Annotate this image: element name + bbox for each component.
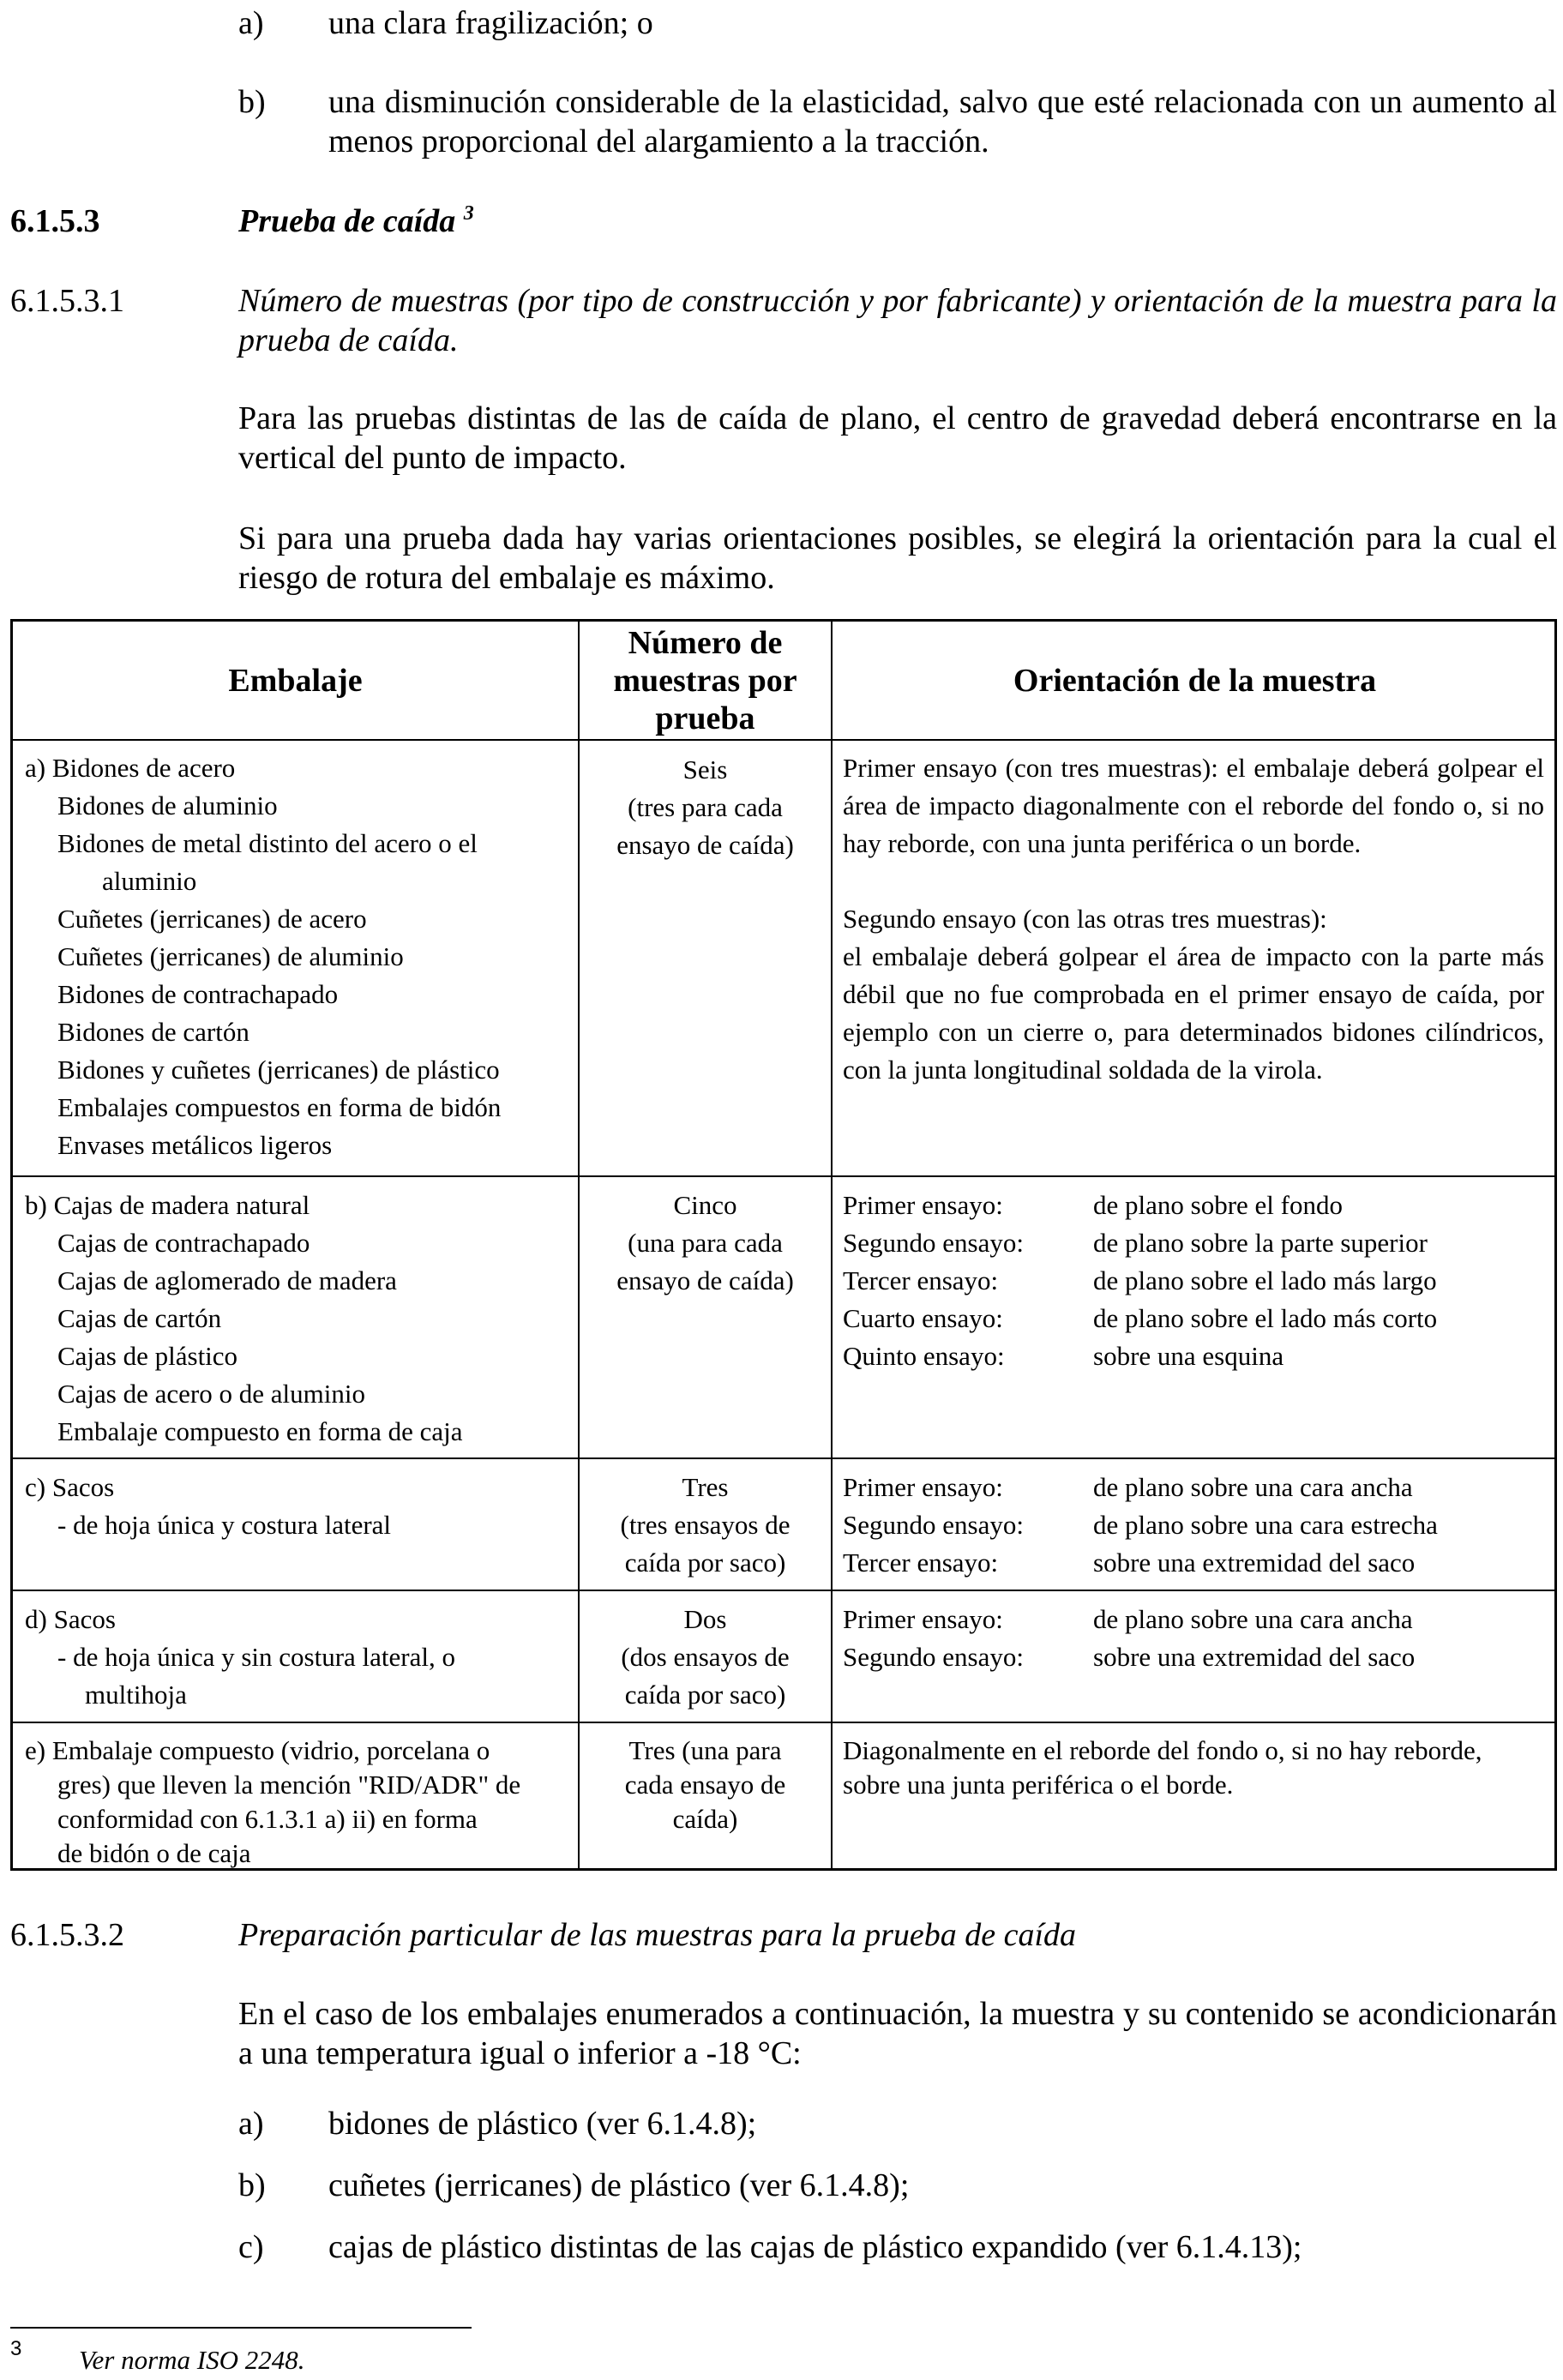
orientation-pair (843, 1262, 1544, 1300)
table-header-samples: Número de muestras por prueba (613, 624, 797, 736)
test-orientation: sobre una extremidad del saco (1093, 1548, 1416, 1578)
orientation-text: el embalaje deberá golpear el área de impacto con la parte más débil que no fue comprobada en el primer ensayo de caída, por ejemplo con un cierre o, para determinados bidones cilíndricos, con la junta longitudinal soldada de la virola. (843, 941, 1544, 1085)
samples-line: Seis (682, 754, 728, 784)
paragraph: Para las pruebas distintas de las de caída de plano, el centro de gravedad deberá encontrarse en la vertical del punto de impacto. (238, 400, 1557, 476)
packaging-line: Cuñetes (jerricanes) de aluminio (57, 941, 404, 971)
orientation-pair (843, 1506, 1544, 1544)
packaging-line: conformidad con 6.1.3.1 a) ii) en forma (57, 1804, 478, 1834)
test-label: Primer ensayo: (843, 1472, 1003, 1502)
samples-line: (una para cada (628, 1228, 783, 1258)
table-divider (13, 1457, 1554, 1459)
packaging-line: de bidón o de caja (57, 1838, 251, 1868)
packaging-line: b) Cajas de madera natural (25, 1190, 310, 1220)
packaging-line: - de hoja única y costura lateral (57, 1510, 392, 1540)
table-divider (13, 1175, 1554, 1177)
paragraph: En el caso de los embalajes enumerados a continuación, la muestra y su contenido se acondicionarán a una temperatura igual o inferior a -18 °C: (238, 1996, 1557, 2071)
subsection-number: 6.1.5.3.2 (10, 1917, 124, 1953)
orientation-pair (843, 1638, 1544, 1676)
list-text: bidones de plástico (ver 6.1.4.8); (328, 2106, 757, 2142)
packaging-line: e) Embalaje compuesto (vidrio, porcelana o (25, 1735, 490, 1765)
samples-line: cada ensayo de (624, 1770, 786, 1800)
packaging-line: Cajas de acero o de aluminio (57, 1379, 365, 1409)
packaging-line: Bidones de aluminio (57, 790, 278, 820)
test-label: Segundo ensayo: (843, 1228, 1024, 1258)
list-text: una disminución considerable de la elasticidad, salvo que esté relacionada con un aumento al menos proporcional del alargamiento a la tracción. (328, 84, 1557, 159)
list-marker: a) (238, 2106, 264, 2142)
packaging-line: Bidones de metal distinto del acero o el (57, 828, 478, 858)
table-row-c-packaging (25, 1469, 574, 1544)
table-row-d-packaging (25, 1601, 574, 1714)
footnote-text: Ver norma ISO 2248. (79, 2345, 305, 2375)
samples-line: ensayo de caída) (616, 1265, 794, 1295)
samples-line: (tres ensayos de (620, 1510, 791, 1540)
orientation-text: Diagonalmente en el reborde del fondo o, si no hay reborde, (843, 1735, 1482, 1765)
packaging-line: gres) que lleven la mención "RID/ADR" de (57, 1770, 521, 1800)
table-row-c-orientation (843, 1469, 1544, 1582)
section-title (238, 201, 474, 241)
test-label: Tercer ensayo: (843, 1548, 999, 1578)
list-text: una clara fragilización; o (328, 5, 653, 41)
orientation-pair (843, 1337, 1544, 1375)
table-row-a-samples (580, 751, 831, 864)
samples-line: Dos (683, 1604, 727, 1634)
test-label: Primer ensayo: (843, 1190, 1003, 1220)
packaging-line: Embalajes compuestos en forma de bidón (57, 1092, 502, 1122)
test-orientation: de plano sobre una cara ancha (1093, 1472, 1413, 1502)
packaging-line: Embalaje compuesto en forma de caja (57, 1416, 463, 1446)
test-orientation: de plano sobre una cara ancha (1093, 1604, 1413, 1634)
samples-line: caída por saco) (624, 1680, 786, 1710)
test-orientation: de plano sobre el fondo (1093, 1190, 1343, 1220)
prep-list-item-a (238, 2104, 1557, 2143)
test-label: Tercer ensayo: (843, 1265, 999, 1295)
test-label: Quinto ensayo: (843, 1341, 1005, 1371)
samples-line: ensayo de caída) (616, 830, 794, 860)
table-row-e-orientation (843, 1734, 1544, 1802)
prep-list-item-b (238, 2166, 1557, 2205)
packaging-line: Bidones de cartón (57, 1017, 249, 1047)
table-divider (13, 739, 1554, 741)
list-text: cajas de plástico distintas de las cajas de plástico expandido (ver 6.1.4.13); (328, 2229, 1302, 2265)
section-number: 6.1.5.3 (10, 203, 100, 239)
packaging-line: d) Sacos (25, 1604, 116, 1634)
list-marker: c) (238, 2229, 264, 2265)
table-header-packaging: Embalaje (228, 662, 363, 699)
test-orientation: sobre una esquina (1093, 1341, 1284, 1371)
table-row-e-samples (580, 1734, 831, 1836)
table-row-c-samples (580, 1469, 831, 1582)
packaging-line: Cuñetes (jerricanes) de acero (57, 904, 367, 934)
table-row-e-packaging (25, 1734, 574, 1871)
packaging-line: a) Bidones de acero (25, 753, 236, 783)
orientation-text: sobre una junta periférica o el borde. (843, 1770, 1234, 1800)
subsection-number: 6.1.5.3.1 (10, 283, 124, 319)
subsection-title: Número de muestras (por tipo de construcción y por fabricante) y orientación de la muestra para la prueba de caída. (238, 283, 1557, 358)
table-row-a-packaging (25, 749, 574, 1164)
samples-line: caída por saco) (624, 1548, 786, 1578)
test-label: Segundo ensayo: (843, 1642, 1024, 1672)
packaging-line: c) Sacos (25, 1472, 115, 1502)
drop-test-table (10, 619, 1557, 1871)
packaging-line: Cajas de cartón (57, 1303, 222, 1333)
orientation-text: Primer ensayo (con tres muestras): el embalaje deberá golpear el área de impacto diagonalmente con el reborde del fondo o, si no hay reborde, con una junta periférica o un borde. (843, 753, 1544, 858)
prep-list-item-c (238, 2227, 1557, 2267)
packaging-line: Cajas de plástico (57, 1341, 238, 1371)
samples-line: (dos ensayos de (621, 1642, 790, 1672)
table-row-d-samples (580, 1601, 831, 1714)
orientation-pair (843, 1187, 1544, 1224)
orientation-pair (843, 1469, 1544, 1506)
packaging-line: Bidones de contrachapado (57, 979, 339, 1009)
test-orientation: de plano sobre el lado más largo (1093, 1265, 1437, 1295)
test-label: Cuarto ensayo: (843, 1303, 1003, 1333)
samples-line: Tres (682, 1472, 729, 1502)
test-label: Primer ensayo: (843, 1604, 1003, 1634)
list-text: cuñetes (jerricanes) de plástico (ver 6.1.4.8); (328, 2167, 910, 2203)
list-marker: b) (238, 84, 266, 120)
samples-line: caída) (672, 1804, 738, 1834)
test-orientation: sobre una extremidad del saco (1093, 1642, 1416, 1672)
orientation-pair (843, 1544, 1544, 1582)
samples-line: (tres para cada (628, 792, 783, 822)
test-orientation: de plano sobre una cara estrecha (1093, 1510, 1438, 1540)
test-orientation: de plano sobre el lado más corto (1093, 1303, 1438, 1333)
table-divider (13, 1722, 1554, 1723)
packaging-line: Cajas de aglomerado de madera (57, 1265, 397, 1295)
subsection-title: Preparación particular de las muestras para la prueba de caída (238, 1917, 1077, 1953)
table-row-a-orientation (843, 749, 1544, 1089)
orientation-pair (843, 1601, 1544, 1638)
orientation-pair (843, 1224, 1544, 1262)
top-list-item-a (238, 3, 1557, 43)
footnote-separator (10, 2327, 472, 2329)
test-orientation: de plano sobre la parte superior (1093, 1228, 1428, 1258)
table-row-b-orientation (843, 1187, 1544, 1375)
table-divider (831, 622, 833, 1868)
table-row-b-packaging (25, 1187, 574, 1451)
table-row-b-samples (580, 1187, 831, 1300)
packaging-line: Bidones y cuñetes (jerricanes) de plástico (57, 1055, 500, 1085)
samples-line: Tres (una para (628, 1735, 782, 1765)
orientation-text: Segundo ensayo (con las otras tres muestras): (843, 904, 1327, 934)
paragraph: Si para una prueba dada hay varias orientaciones posibles, se elegirá la orientación para la cual el riesgo de rotura del embalaje es máximo. (238, 520, 1557, 596)
packaging-line: aluminio (102, 866, 197, 896)
list-marker: b) (238, 2167, 266, 2203)
list-marker: a) (238, 5, 264, 41)
orientation-pair (843, 1300, 1544, 1337)
test-label: Segundo ensayo: (843, 1510, 1024, 1540)
packaging-line: multihoja (85, 1680, 187, 1710)
section-title-text: Prueba de caída (238, 203, 456, 239)
packaging-line: Cajas de contrachapado (57, 1228, 310, 1258)
table-header-orientation: Orientación de la muestra (1013, 662, 1377, 699)
table-divider (13, 1590, 1554, 1591)
packaging-line: - de hoja única y sin costura lateral, o (57, 1642, 455, 1672)
packaging-line: Envases metálicos ligeros (57, 1130, 333, 1160)
footnote-number: 3 (10, 2337, 22, 2360)
samples-line: Cinco (673, 1190, 737, 1220)
top-list-item-b (238, 82, 1557, 161)
footnote-reference[interactable]: 3 (463, 202, 474, 225)
table-row-d-orientation (843, 1601, 1544, 1676)
